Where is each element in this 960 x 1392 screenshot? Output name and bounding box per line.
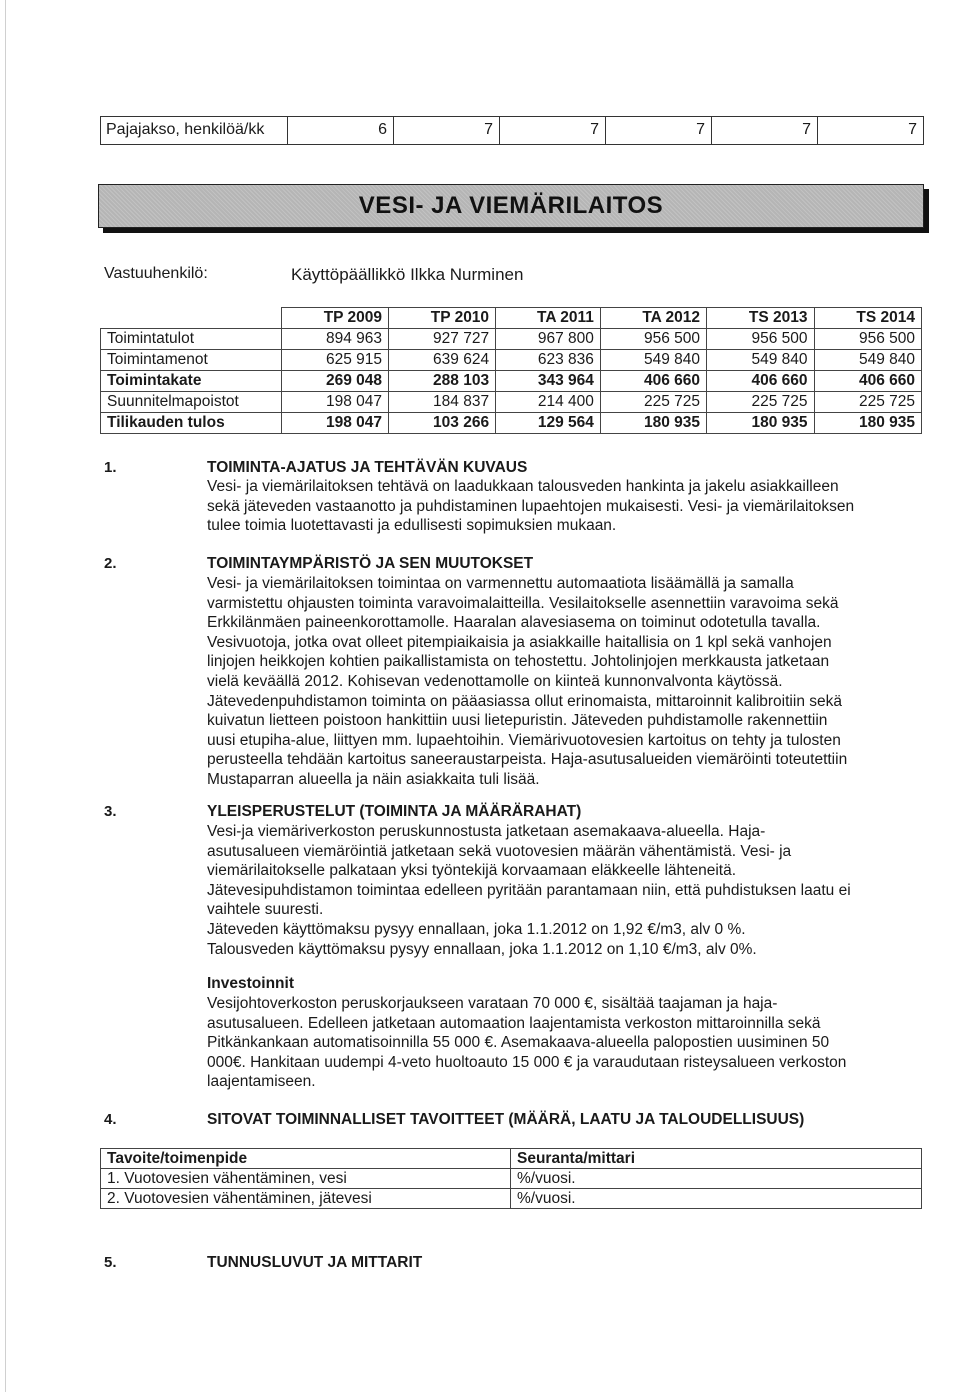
staff-value: 7 [394,117,500,144]
finance-col-header: TP 2009 [282,308,389,329]
table-cell: 639 624 [389,350,496,371]
finance-col-header: TS 2014 [814,308,922,329]
table-cell: 1. Vuotovesien vähentäminen, vesi [101,1169,511,1189]
table-row [101,1189,922,1209]
text-line: 000€. Hankitaan uudempi 4-veto huoltoauto 15 000 € ja varaudutaan risteysalueen verkoston [207,1053,847,1071]
section-number: 1. [104,459,117,476]
text-line: vaihtele suuresti. [207,901,324,919]
table-cell: 406 660 [814,371,922,392]
staff-value: 7 [908,121,917,138]
finance-col-header: TA 2011 [496,308,601,329]
text-line: kuivatun lietteen poistoon hankittiin uusi lietepuristin. Jäteveden puhdistamolle rakennettiin [207,712,828,730]
staff-value: 7 [606,117,712,144]
table-cell: 180 935 [600,413,706,434]
staff-value: 7 [712,117,818,144]
section-number: 3. [104,803,117,820]
section-heading: TOIMINTA-AJATUS JA TEHTÄVÄN KUVAUS [207,459,528,476]
section-number: 2. [104,555,117,572]
text-line: Jätevedenpuhdistamon toiminta on pääasiassa ollut erinomaista, mittaroinnit kalibroitiin sekä [207,692,842,710]
table-cell: 214 400 [496,392,601,413]
staff-label: Pajajakso, henkilöä/kk [101,117,288,144]
row-label: Suunnitelmapoistot [101,392,282,413]
investments-heading: Investoinnit [207,975,294,992]
table-cell: 225 725 [600,392,706,413]
text-line: uusi etupiha-alue, liittyen mm. lupaehtoihin. Viemärivuotovesien kartoitus on tehty ja tulosten [207,731,841,749]
text-line: asutusalueen. Edelleen jatketaan automaation laajentamista verkoston mittaroinnilla sekä [207,1014,821,1032]
text-line: perusteella tehdään kartoitus saneeraustarpeista. Haja-asutusalueiden viemäröinti toteutettiin [207,751,848,769]
table-cell: 198 047 [282,413,389,434]
finance-col-header: TP 2010 [389,308,496,329]
row-label: Toimintakate [101,371,282,392]
table-cell: 956 500 [600,329,706,350]
table-cell: 623 836 [496,350,601,371]
goals-header-row [101,1149,922,1169]
table-cell: %/vuosi. [511,1189,922,1209]
table-cell: 956 500 [707,329,814,350]
text-line: linjojen heikkojen kohtien paikallistamista on tehostettu. Johtolinjojen merkkausta jatketaan [207,653,830,671]
table-cell: 967 800 [496,329,601,350]
table-cell: 129 564 [496,413,601,434]
text-line: Vesivuotoja, jotka ovat olleet pitempiaikaisia ja asiakkaille haitallisia on 1 kpl sekä vanhojen [207,633,832,651]
section-number: 4. [104,1111,117,1128]
text-line: Erkkilänmäen paineenkorottamolle. Haaralan alavesiasema on toiminut odotetulla tavalla. [207,614,821,632]
finance-col-header: TS 2013 [707,308,814,329]
text-line: Vesi-ja viemäriverkoston peruskunnostusta jatketaan asemakaava-alueella. Haja- [207,823,766,840]
table-cell: 225 725 [814,392,922,413]
text-line: Vesijohtoverkoston peruskorjaukseen varataan 70 000 €, sisältää taajaman ja haja- [207,995,778,1012]
text-line: viemärilaitokselle palkataan yksi työntekijä korvaamaan eläkkeelle lähteneitä. [207,862,737,880]
goals-col-header: Tavoite/toimenpide [101,1149,511,1169]
table-cell: 198 047 [282,392,389,413]
table-row [101,1169,922,1189]
section-heading: YLEISPERUSTELUT (TOIMINTA JA MÄÄRÄRAHAT) [207,803,582,820]
table-row [101,329,922,350]
goals-col-header: Seuranta/mittari [511,1149,922,1169]
text-line: Mustaparran alueella ja näin asiakkaita tuli lisää. [207,770,540,788]
goals-table [100,1148,922,1209]
table-cell: 549 840 [600,350,706,371]
finance-header-row [101,308,922,329]
page-edge-line [5,0,6,1392]
responsible-label: Vastuuhenkilö: [104,265,208,282]
banner-title: VESI- JA VIEMÄRILAITOS [358,192,664,219]
finance-col-header: TA 2012 [600,308,706,329]
table-cell: 184 837 [389,392,496,413]
table-cell: 956 500 [814,329,922,350]
text-line: Vesi- ja viemärilaitoksen tehtävä on laadukkaan talousveden hankinta ja jakelu asiakkailleen [207,478,839,495]
section-banner [98,184,924,228]
investments-body [207,994,907,1092]
section-number: 5. [104,1254,117,1271]
staff-table [100,116,924,145]
table-cell: 180 935 [707,413,814,434]
table-cell: 180 935 [814,413,922,434]
table-cell: 406 660 [600,371,706,392]
table-cell: 288 103 [389,371,496,392]
text-line: sekä jäteveden vastaanotto ja puhdistaminen lupaehtojen mukaisesti. Vesi- ja viemärilaitoksen [207,497,855,515]
table-cell: 549 840 [707,350,814,371]
section-heading: TOIMINTAYMPÄRISTÖ JA SEN MUUTOKSET [207,555,534,572]
table-cell: 927 727 [389,329,496,350]
finance-corner-cell [101,308,282,329]
text-line: Pitkänkankaan automatisoinnilla 55 000 €. Asemakaava-alueella palopostien uusiminen 50 [207,1034,830,1052]
text-line: Vesi- ja viemärilaitoksen toimintaa on varmennettu automaatiota lisäämällä ja samalla [207,575,794,592]
section-heading: TUNNUSLUVUT JA MITTARIT [207,1254,423,1271]
text-line: Jäteveden käyttömaksu pysyy ennallaan, joka 1.1.2012 on 1,92 €/m3, alv 0 %. [207,920,746,938]
text-line: Talousveden käyttömaksu pysyy ennallaan, joka 1.1.2012 on 1,10 €/m3, alv 0%. [207,940,757,958]
text-line: vielä keväällä 2012. Kohisevan vedenottamolle on kiinteä kunnonvalvonta käytössä. [207,672,783,690]
text-line: varmistettu ohjausten toiminta varavoimalaitteilla. Vesilaitokselle asennettiin varavoima sekä [207,594,839,612]
table-cell: %/vuosi. [511,1169,922,1189]
table-cell: 2. Vuotovesien vähentäminen, jätevesi [101,1189,511,1209]
table-row [101,413,922,434]
table-cell: 406 660 [707,371,814,392]
finance-table [100,307,922,434]
table-cell: 549 840 [814,350,922,371]
table-cell: 225 725 [707,392,814,413]
section-body [207,574,907,790]
row-label: Tilikauden tulos [101,413,282,434]
staff-value: 6 [288,117,394,144]
table-row [101,350,922,371]
table-row [101,392,922,413]
table-cell: 269 048 [282,371,389,392]
text-line: asutusalueen viemäröintiä jatketaan sekä vuotovesien määrän vähentämistä. Vesi- ja [207,842,792,860]
text-line: laajentamiseen. [207,1073,316,1091]
responsible-name: Käyttöpäällikkö Ilkka Nurminen [291,265,524,284]
staff-value: 7 [500,117,606,144]
table-cell: 894 963 [282,329,389,350]
section-body [207,822,907,959]
table-row [101,371,922,392]
row-label: Toimintamenot [101,350,282,371]
section-body [207,477,907,536]
text-line: Jätevesipuhdistamon toimintaa edelleen pyritään parantamaan niin, että puhdistuksen laatu ei [207,881,851,899]
table-cell: 625 915 [282,350,389,371]
section-heading: SITOVAT TOIMINNALLISET TAVOITTEET (MÄÄRÄ, LAATU JA TALOUDELLISUUS) [207,1111,805,1128]
row-label: Toimintatulot [101,329,282,350]
text-line: tulee toimia luotettavasti ja edullisesti sopimuksien mukaan. [207,517,617,535]
table-cell: 103 266 [389,413,496,434]
table-cell: 343 964 [496,371,601,392]
